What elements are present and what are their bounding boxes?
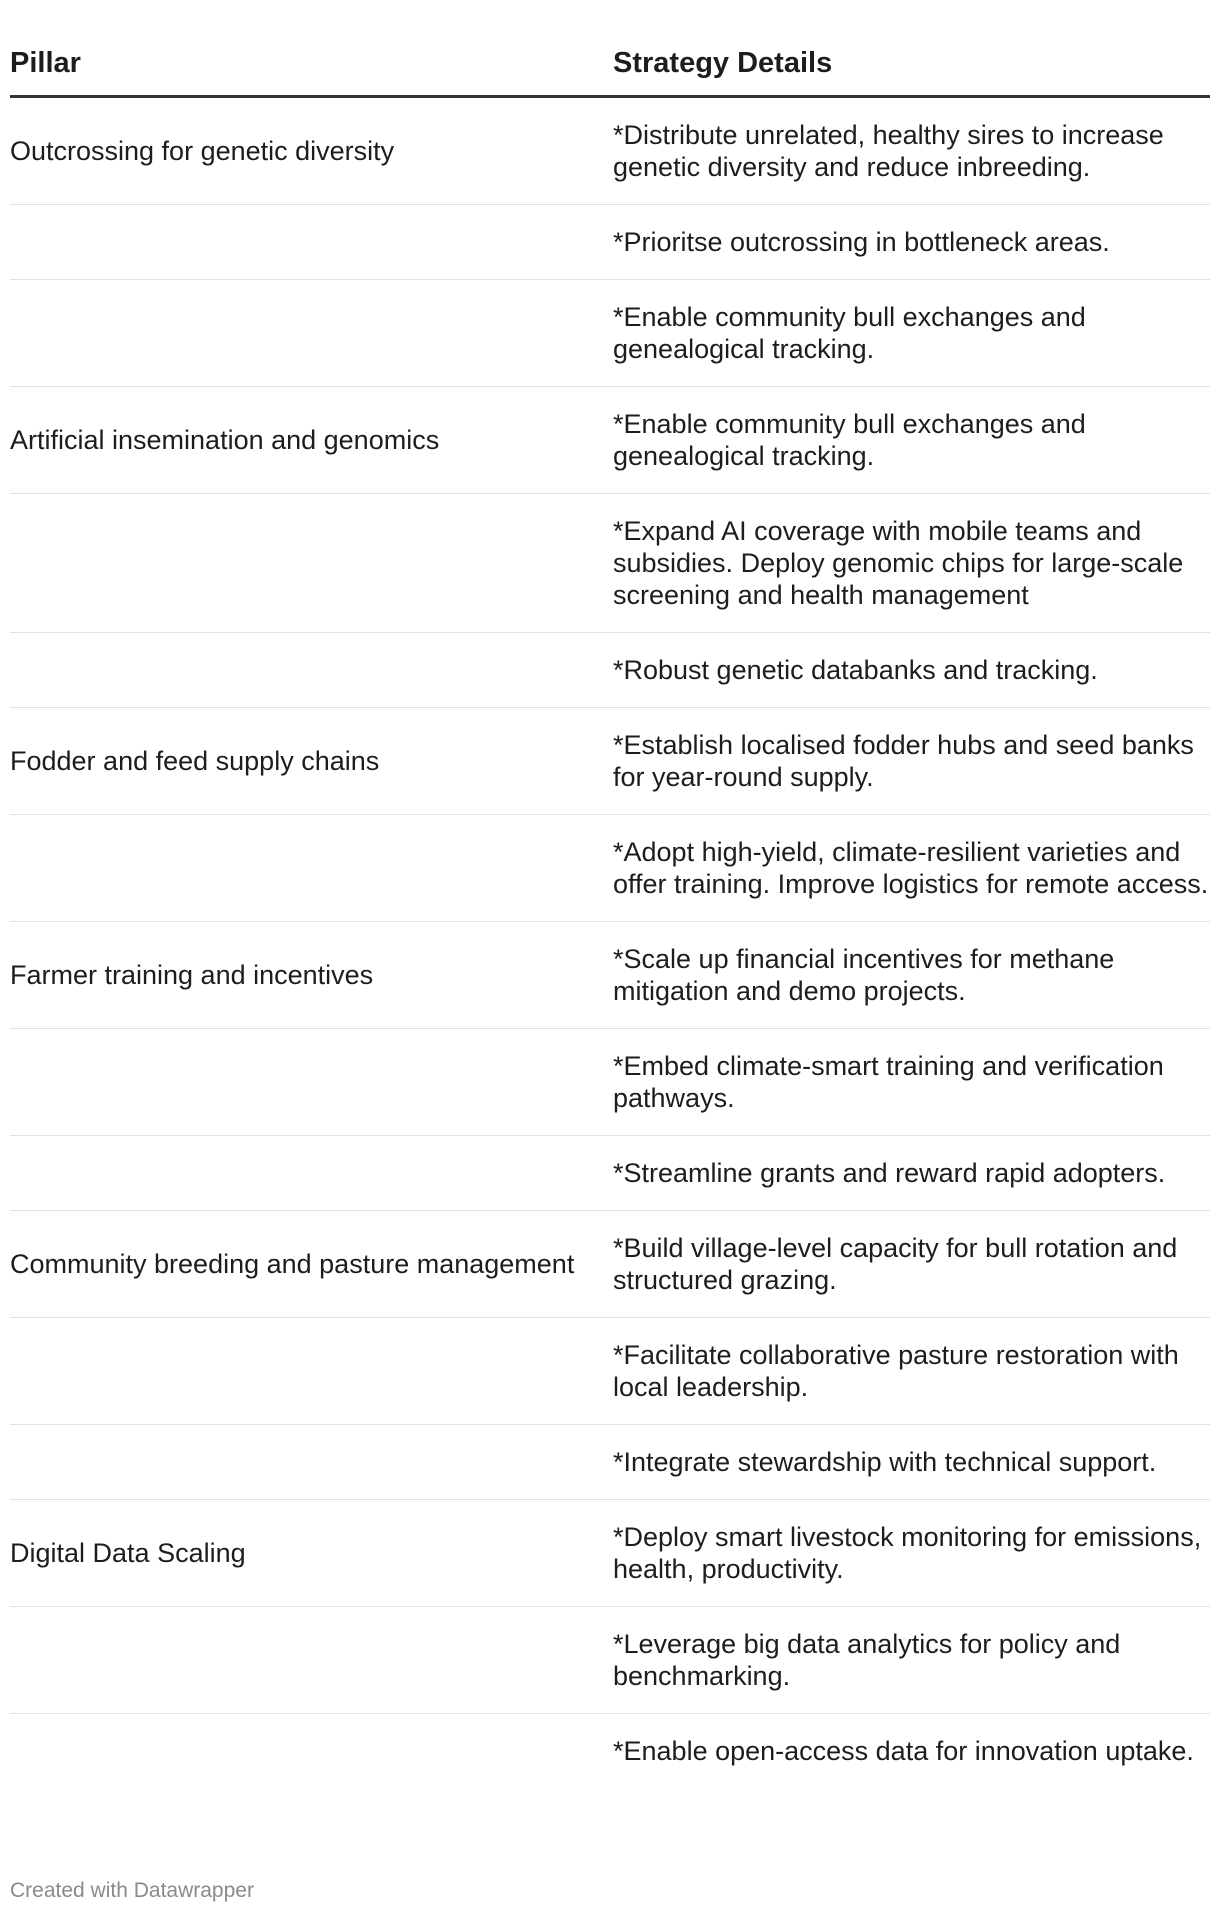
column-header-pillar[interactable]: Pillar <box>10 0 613 97</box>
pillar-cell <box>10 1318 613 1425</box>
pillar-cell <box>10 1714 613 1816</box>
table-row <box>10 205 1210 280</box>
pillar-cell <box>10 633 613 708</box>
pillar-cell <box>10 1029 613 1136</box>
table-row <box>10 633 1210 708</box>
table-header <box>10 0 1210 97</box>
column-header-strategy-details[interactable]: Strategy Details <box>613 0 1210 97</box>
pillar-cell <box>10 1425 613 1500</box>
table-row <box>10 387 1210 494</box>
table-row <box>10 1318 1210 1425</box>
pillar-cell <box>10 1136 613 1211</box>
table-body <box>10 97 1210 1816</box>
footer-credit[interactable]: Created with Datawrapper <box>10 1879 254 1902</box>
pillar-cell: Farmer training and incentives <box>10 922 613 1029</box>
pillar-cell: Artificial insemination and genomics <box>10 387 613 494</box>
strategy-table-container <box>10 0 1210 1815</box>
table-row <box>10 1714 1210 1816</box>
details-cell: *Robust genetic databanks and tracking. <box>613 633 1210 708</box>
details-cell: *Enable community bull exchanges and genealogical tracking. <box>613 387 1210 494</box>
pillar-cell <box>10 1607 613 1714</box>
pillar-cell: Fodder and feed supply chains <box>10 708 613 815</box>
header-row <box>10 0 1210 97</box>
details-cell: *Adopt high-yield, climate-resilient varieties and offer training. Improve logistics for remote access. <box>613 815 1210 922</box>
strategy-table <box>10 0 1210 1815</box>
table-row <box>10 1500 1210 1607</box>
table-row <box>10 1607 1210 1714</box>
details-cell: *Streamline grants and reward rapid adopters. <box>613 1136 1210 1211</box>
details-cell: *Leverage big data analytics for policy and benchmarking. <box>613 1607 1210 1714</box>
details-cell: *Embed climate-smart training and verification pathways. <box>613 1029 1210 1136</box>
table-row <box>10 1136 1210 1211</box>
details-cell: *Deploy smart livestock monitoring for emissions, health, productivity. <box>613 1500 1210 1607</box>
table-row <box>10 280 1210 387</box>
pillar-cell <box>10 494 613 633</box>
details-cell: *Scale up financial incentives for methane mitigation and demo projects. <box>613 922 1210 1029</box>
pillar-cell: Digital Data Scaling <box>10 1500 613 1607</box>
details-cell: *Distribute unrelated, healthy sires to increase genetic diversity and reduce inbreeding. <box>613 97 1210 205</box>
details-cell: *Prioritse outcrossing in bottleneck areas. <box>613 205 1210 280</box>
details-cell: *Enable open-access data for innovation uptake. <box>613 1736 1194 1766</box>
table-row <box>10 494 1210 633</box>
table-row <box>10 97 1210 205</box>
pillar-cell: Outcrossing for genetic diversity <box>10 97 613 205</box>
table-row <box>10 815 1210 922</box>
details-cell: *Expand AI coverage with mobile teams and subsidies. Deploy genomic chips for large-scale screening and health management <box>613 494 1210 633</box>
details-cell: *Build village-level capacity for bull rotation and structured grazing. <box>613 1211 1210 1318</box>
details-cell: *Facilitate collaborative pasture restoration with local leadership. <box>613 1318 1210 1425</box>
details-cell: *Establish localised fodder hubs and seed banks for year-round supply. <box>613 708 1210 815</box>
pillar-cell <box>10 280 613 387</box>
details-cell: *Integrate stewardship with technical support. <box>613 1425 1210 1500</box>
pillar-cell: Community breeding and pasture management <box>10 1211 613 1318</box>
details-cell: *Enable community bull exchanges and genealogical tracking. <box>613 280 1210 387</box>
table-row <box>10 1029 1210 1136</box>
table-row <box>10 708 1210 815</box>
pillar-cell <box>10 815 613 922</box>
table-row <box>10 1211 1210 1318</box>
table-row <box>10 922 1210 1029</box>
pillar-cell <box>10 205 613 280</box>
table-row <box>10 1425 1210 1500</box>
